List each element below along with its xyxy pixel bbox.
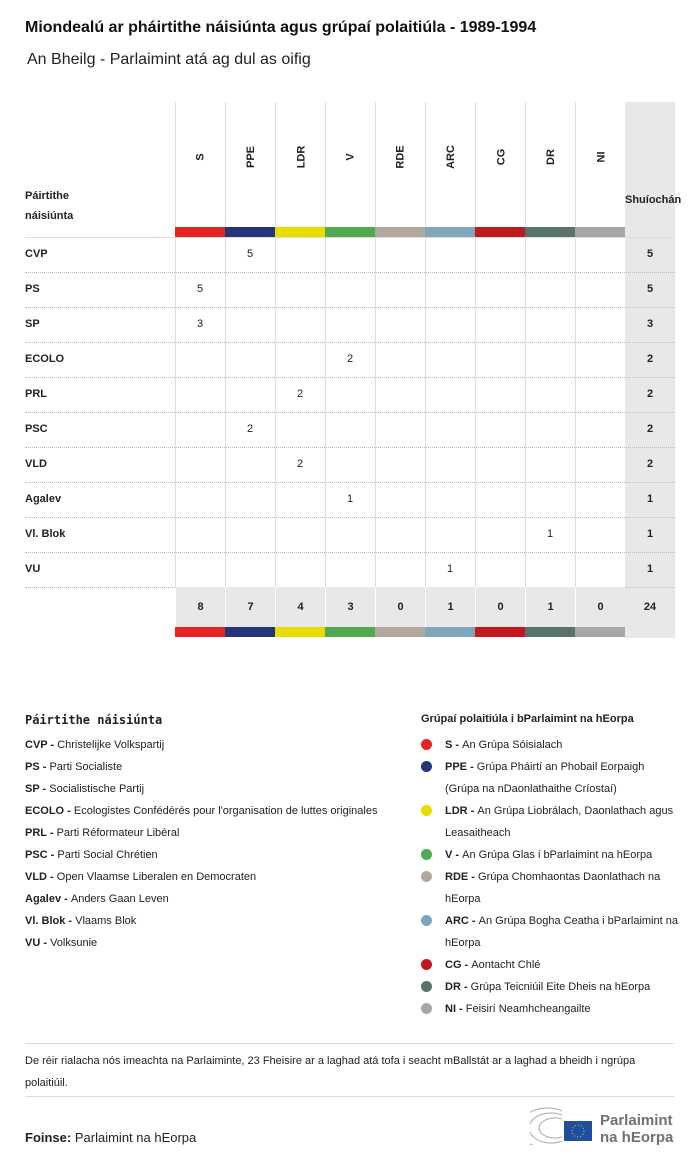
party-name: Socialistische Partij [49,783,145,795]
group-code: RDE [445,871,469,883]
party-total: 2 [646,353,654,365]
group-code: PPE [244,145,257,169]
group-total: 3 [325,587,375,627]
group-code: V [445,849,453,861]
group-total: 1 [525,587,575,627]
group-column-header [326,142,376,172]
party-name: Christelijke Volkspartij [57,739,165,751]
group-name: An Grúpa Glas i bParlaimint na hEorpa [462,849,653,861]
party-legend-item: PRL - Parti Réformateur Libéral [25,827,180,839]
groups-legend-heading: Grúpaí polaitiúla i bParlaimint na hEorpa [421,713,634,725]
seat-value: 1 [446,563,454,575]
group-total: 0 [475,587,525,627]
group-column-header [226,142,276,172]
row-divider [25,307,675,308]
party-code: PRL [25,827,47,839]
row-divider [25,412,675,413]
party-label: PRL [25,388,47,400]
seat-value: 2 [296,458,304,470]
color-dot-icon [421,981,432,992]
row-divider [25,517,675,518]
party-legend-item: PSC - Parti Social Chrétien [25,849,158,861]
party-total: 5 [646,248,654,260]
color-dot-icon [421,805,432,816]
party-total: 2 [646,423,654,435]
party-total: 2 [646,388,654,400]
party-label: PSC [25,423,48,435]
group-legend-item: S - An Grúpa Sóisialach [421,734,679,756]
party-label: ECOLO [25,353,65,365]
party-label: VU [25,563,41,575]
party-label: VLD [25,458,47,470]
party-total: 2 [646,458,654,470]
footnote: De réir rialacha nós imeachta na Parlaiminte, 23 Fheisire ar a laghad atá tofa i seacht mBallstát ar a laghad a bheidh i ngrúpa polaitiúil. [25,1055,636,1089]
group-legend-item: RDE - Grúpa Chomhaontas Daonlathach na hEorpa [421,866,679,910]
row-divider [25,447,675,448]
seat-value: 2 [246,423,254,435]
party-legend-item: SP - Socialistische Partij [25,783,145,795]
group-column [525,102,575,587]
seat-value: 5 [196,283,204,295]
group-name: Grúpa Chomhaontas Daonlathach na hEorpa [445,871,661,905]
party-legend-item: PS - Parti Socialiste [25,761,123,773]
group-code: ARC [445,145,457,169]
group-code: S [195,153,207,161]
party-total: 1 [646,563,654,575]
party-code: CVP [25,739,48,751]
group-code: DR [445,981,461,993]
groups-legend [421,734,679,1020]
group-code: ARC [445,915,469,927]
party-total: 1 [646,493,654,505]
seat-value: 5 [246,248,254,260]
group-name: An Grúpa Bogha Ceatha i bParlaimint na hEorpa [445,915,678,949]
color-dot-icon [421,739,432,750]
party-label: Vl. Blok [25,528,66,540]
group-code: NI [445,1003,456,1015]
group-column-header [276,142,326,172]
group-color-bar [575,627,625,637]
group-column-header [476,142,526,172]
group-color-bar [375,227,425,237]
group-column [475,102,525,587]
color-dot-icon [421,871,432,882]
row-header: Páirtithe náisiúnta [25,190,74,222]
party-code: Vl. Blok [25,915,66,927]
parties-legend [25,734,385,954]
group-legend-item: CG - Aontacht Chlé [421,954,679,976]
svg-text:Parlaimint: Parlaimint [600,1112,673,1129]
party-total: 3 [646,318,654,330]
group-column-header [576,142,626,172]
group-column [225,102,275,587]
group-column-header [426,142,476,172]
group-column [275,102,325,587]
group-legend-item: DR - Grúpa Teicniúil Eite Dheis na hEorpa [421,976,679,998]
group-legend-item: V - An Grúpa Glas i bParlaimint na hEorpa [421,844,679,866]
group-color-bar [475,627,525,637]
party-code: Agalev [25,893,62,905]
party-name: Parti Social Chrétien [57,849,158,861]
group-color-bar [225,627,275,637]
group-total: 0 [375,587,425,627]
group-color-bar [525,227,575,237]
party-legend-item: Vl. Blok - Vlaams Blok [25,915,137,927]
group-column-header [176,142,226,172]
group-color-bar [575,227,625,237]
party-code: PSC [25,849,48,861]
group-code: LDR [445,805,468,817]
group-code: LDR [294,145,307,169]
seat-value: 1 [346,493,354,505]
seat-value: 3 [196,318,204,330]
svg-text:na hEorpa: na hEorpa [600,1129,674,1145]
group-color-bar [525,627,575,637]
ep-logo [530,1105,676,1145]
color-dot-icon [421,1003,432,1014]
row-divider [25,552,675,553]
group-legend-item: NI - Feisirí Neamhcheangailte [421,998,679,1020]
party-total: 1 [646,528,654,540]
source-label: Foinse: [25,1130,72,1145]
group-code: CG [445,959,462,971]
group-column [425,102,475,587]
group-column [375,102,425,587]
source [25,1130,196,1145]
header-divider [25,237,675,238]
group-total: 0 [575,587,625,627]
grand-total: 24 [643,601,657,613]
group-color-bar [275,227,325,237]
group-legend-item: PPE - Grúpa Pháirtí an Phobail Eorpaigh (Grúpa na nDaonlathaithe Críostaí) [421,756,679,800]
party-legend-item: CVP - Christelijke Volkspartij [25,739,165,751]
group-name: Aontacht Chlé [471,959,541,971]
group-total: 4 [275,587,325,627]
seat-value: 2 [296,388,304,400]
group-color-bar [275,627,325,637]
group-code: DR [544,149,557,165]
group-code: NI [595,151,607,163]
color-dot-icon [421,915,432,926]
divider [25,1096,675,1097]
row-divider [25,272,675,273]
divider [25,1043,675,1044]
group-name: An Grúpa Sóisialach [462,739,563,751]
party-name: Parti Réformateur Libéral [56,827,180,839]
group-total: 7 [225,587,275,627]
group-total: 1 [425,587,475,627]
group-color-bar [425,627,475,637]
group-color-bar [325,627,375,637]
group-color-bar [225,227,275,237]
party-legend-item: Agalev - Anders Gaan Leven [25,893,169,905]
party-total: 5 [646,283,654,295]
group-name: An Grúpa Liobrálach, Daonlathach agus Leasaitheach [445,805,674,839]
group-color-bar [175,227,225,237]
group-legend-item: LDR - An Grúpa Liobrálach, Daonlathach agus Leasaitheach [421,800,679,844]
group-column-header [526,142,576,172]
party-legend-item: ECOLO - Ecologistes Confédérés pour l'organisation de luttes originales [25,805,378,817]
party-name: Parti Socialiste [49,761,123,773]
party-label: Agalev [25,493,62,505]
group-name: Grúpa Pháirtí an Phobail Eorpaigh (Grúpa na nDaonlathaithe Críostaí) [445,761,645,795]
group-code: S [445,739,453,751]
seat-table [25,102,682,638]
party-label: PS [25,283,40,295]
party-legend-item: VLD - Open Vlaamse Liberalen en Democraten [25,871,257,883]
party-name: Vlaams Blok [75,915,137,927]
group-color-bar [375,627,425,637]
seat-value: 2 [346,353,354,365]
seat-value: 1 [546,528,554,540]
party-label: CVP [25,248,48,260]
group-color-bar [325,227,375,237]
group-name: Grúpa Teicniúil Eite Dheis na hEorpa [470,981,651,993]
parliament-hemicycle-icon [530,1105,676,1145]
party-code: VLD [25,871,47,883]
party-code: ECOLO [25,805,65,817]
group-code: CG [495,148,507,166]
total-header: Shuíochán [625,194,682,206]
color-dot-icon [421,959,432,970]
party-name: Ecologistes Confédérés pour l'organisation de luttes originales [73,805,378,817]
group-column [575,102,625,587]
party-name: Anders Gaan Leven [70,893,169,905]
color-dot-icon [421,761,432,772]
page-title: Miondealú ar pháirtithe náisiúnta agus grúpaí polaitiúla - 1989-1994 [25,19,537,36]
group-column-header [376,142,426,172]
page-subtitle: An Bheilg - Parlaimint atá ag dul as oifig [27,51,311,68]
party-name: Open Vlaamse Liberalen en Democraten [56,871,257,883]
group-total: 8 [175,587,225,627]
group-color-bar [475,227,525,237]
source-value: Parlaimint na hEorpa [74,1130,197,1145]
party-name: Volksunie [50,937,98,949]
group-code: RDE [394,145,407,169]
party-code: VU [25,937,41,949]
group-legend-item: ARC - An Grúpa Bogha Ceatha i bParlaimint na hEorpa [421,910,679,954]
parties-legend-heading: Páirtithe náisiúnta [25,713,163,727]
group-color-bar [425,227,475,237]
party-code: SP [25,783,40,795]
party-legend-item: VU - Volksunie [25,937,98,949]
row-divider [25,377,675,378]
group-code: PPE [445,761,468,773]
party-code: PS [25,761,40,773]
group-name: Feisirí Neamhcheangailte [465,1003,591,1015]
group-color-bar [175,627,225,637]
group-code: V [345,153,357,161]
color-dot-icon [421,849,432,860]
party-label: SP [25,318,40,330]
group-column [175,102,225,587]
